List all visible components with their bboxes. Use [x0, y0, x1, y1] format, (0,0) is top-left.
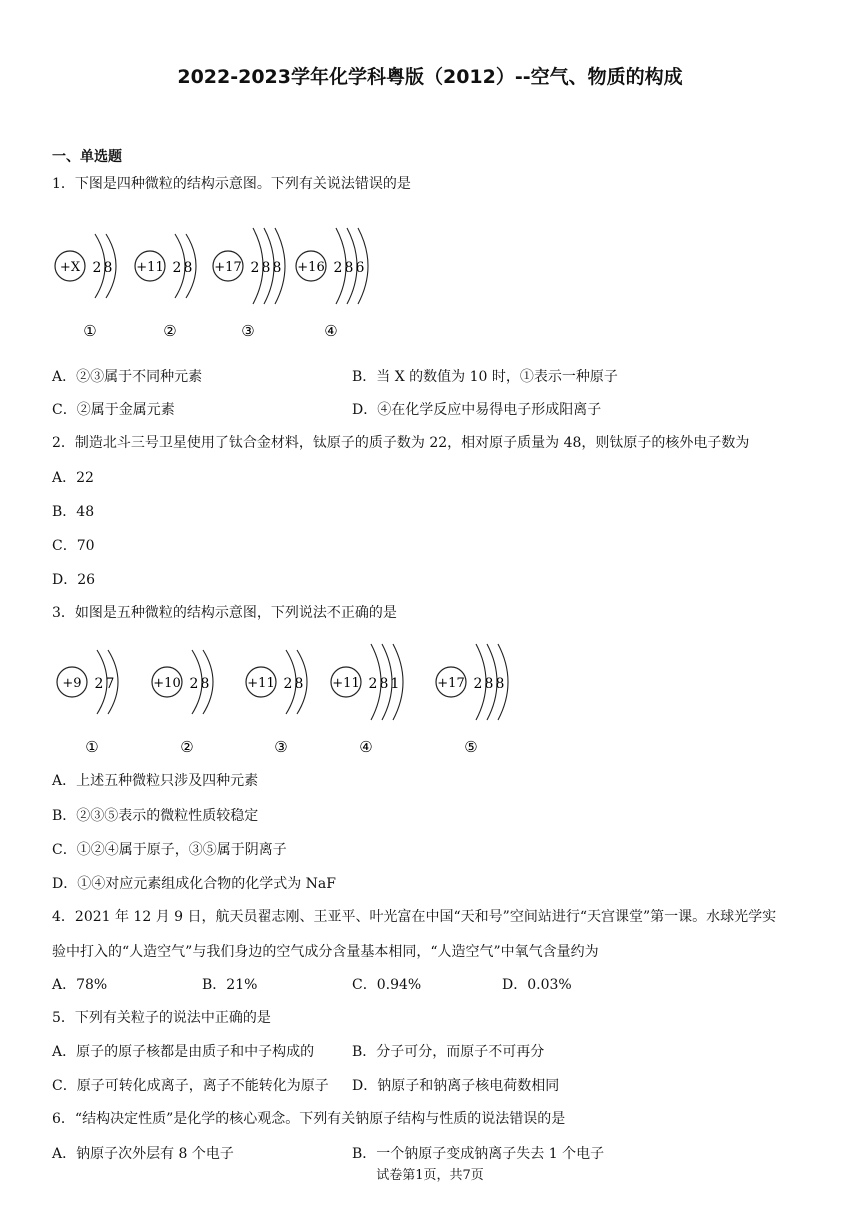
shell-electron-count: 2: [333, 260, 343, 276]
shell-electron-count: 8: [183, 260, 193, 276]
q2-option-b: B．48: [52, 504, 95, 520]
q1-atom-diagram: [0, 210, 860, 340]
q5-option-b: B．分子可分，而原子不可再分: [352, 1044, 545, 1060]
shell-electron-count: 7: [105, 676, 115, 692]
section-heading: 一、单选题: [52, 149, 122, 165]
q1-atom-4: [296, 228, 368, 340]
q3-option-d: D．①④对应元素组成化合物的化学式为 NaF: [52, 876, 336, 892]
shell-electron-count: 2: [283, 676, 293, 692]
shell-electron-count: 2: [368, 676, 378, 692]
nucleus-charge: +X: [59, 260, 81, 275]
q3-atom-1: [57, 650, 118, 756]
q1-option-d: D．④在化学反应中易得电子形成阳离子: [352, 402, 602, 418]
diagram-label: ③: [241, 322, 255, 340]
q2-stem: 2．制造北斗三号卫星使用了钛合金材料，钛原子的质子数为 22，相对原子质量为 48，则钛原子的核外电子数为: [52, 435, 750, 451]
q1-atom-3: [213, 228, 285, 340]
shell-electron-count: 2: [92, 260, 102, 276]
diagram-label: ④: [359, 738, 373, 756]
shell-electron-count: 8: [261, 260, 271, 276]
page-footer: 试卷第1页，共7页: [376, 1168, 484, 1183]
q6-option-b: B．一个钠原子变成钠离子失去 1 个电子: [352, 1146, 605, 1162]
q3-atom-5: [436, 644, 508, 756]
q6-option-a: A．钠原子次外层有 8 个电子: [52, 1146, 234, 1162]
nucleus-charge: +11: [247, 676, 275, 691]
shell-electron-count: 2: [189, 676, 199, 692]
shell-electron-count: 8: [484, 676, 494, 692]
q2-option-d: D．26: [52, 572, 96, 588]
q2-option-c: C．70: [52, 538, 95, 554]
q4-stem-line2: 验中打入的“人造空气”与我们身边的空气成分含量基本相同，“人造空气”中氧气含量约为: [52, 944, 599, 960]
shell-electron-count: 8: [344, 260, 354, 276]
nucleus-charge: +11: [332, 676, 360, 691]
q3-atom-diagram: [0, 630, 860, 760]
shell-electron-count: 2: [94, 676, 104, 692]
q3-atom-2: [152, 650, 213, 756]
diagram-label: ⑤: [464, 738, 478, 756]
q1-option-b: B．当 X 的数值为 10 时，①表示一种原子: [352, 369, 618, 385]
nucleus-charge: +17: [437, 676, 465, 691]
q1-atom-2: [135, 234, 196, 340]
diagram-label: ①: [83, 322, 97, 340]
diagram-label: ②: [163, 322, 177, 340]
diagram-label: ③: [274, 738, 288, 756]
nucleus-charge: +17: [214, 260, 242, 275]
q4-stem-line1: 4．2021 年 12 月 9 日，航天员翟志刚、王亚平、叶光富在中国“天和号”空间站进行“天宫课堂”第一课。水球光学实: [52, 909, 777, 925]
q3-option-c: C．①②④属于原子，③⑤属于阴离子: [52, 842, 287, 858]
q5-option-d: D．钠原子和钠离子核电荷数相同: [352, 1078, 560, 1094]
diagram-label: ①: [85, 738, 99, 756]
shell-electron-count: 2: [172, 260, 182, 276]
q3-atom-4: [331, 644, 403, 756]
shell-electron-count: 2: [250, 260, 260, 276]
q4-option-b: B．21%: [202, 977, 258, 993]
q3-option-b: B．②③⑤表示的微粒性质较稳定: [52, 808, 259, 824]
q1-atom-1: [55, 234, 116, 340]
q1-option-a: A．②③属于不同种元素: [52, 369, 203, 385]
shell-electron-count: 8: [294, 676, 304, 692]
q1-stem: 1．下图是四种微粒的结构示意图。下列有关说法错误的是: [52, 176, 411, 192]
shell-electron-count: 8: [272, 260, 282, 276]
q5-option-a: A．原子的原子核都是由质子和中子构成的: [52, 1044, 315, 1060]
nucleus-charge: +11: [136, 260, 164, 275]
q1-option-c: C．②属于金属元素: [52, 402, 175, 418]
shell-electron-count: 6: [355, 260, 365, 276]
diagram-label: ④: [324, 322, 338, 340]
shell-electron-count: 8: [495, 676, 505, 692]
nucleus-charge: +10: [153, 676, 181, 691]
diagram-label: ②: [180, 738, 194, 756]
q4-option-d: D．0.03%: [502, 977, 572, 993]
q2-option-a: A．22: [52, 470, 94, 486]
shell-electron-count: 8: [379, 676, 389, 692]
q5-option-c: C．原子可转化成离子，离子不能转化为原子: [52, 1078, 329, 1094]
q3-option-a: A．上述五种微粒只涉及四种元素: [52, 773, 259, 789]
q5-stem: 5．下列有关粒子的说法中正确的是: [52, 1010, 271, 1026]
q4-option-c: C．0.94%: [352, 977, 422, 993]
shell-electron-count: 2: [473, 676, 483, 692]
page-title: 2022-2023学年化学科粤版（2012）--空气、物质的构成: [177, 66, 683, 88]
shell-electron-count: 8: [200, 676, 210, 692]
q3-atom-3: [246, 650, 307, 756]
q3-stem: 3．如图是五种微粒的结构示意图，下列说法不正确的是: [52, 605, 397, 621]
q4-option-a: A．78%: [52, 977, 108, 993]
shell-electron-count: 8: [103, 260, 113, 276]
nucleus-charge: +9: [62, 676, 82, 691]
shell-electron-count: 1: [390, 676, 400, 692]
nucleus-charge: +16: [297, 260, 325, 275]
q6-stem: 6．“结构决定性质”是化学的核心观念。下列有关钠原子结构与性质的说法错误的是: [52, 1111, 566, 1127]
